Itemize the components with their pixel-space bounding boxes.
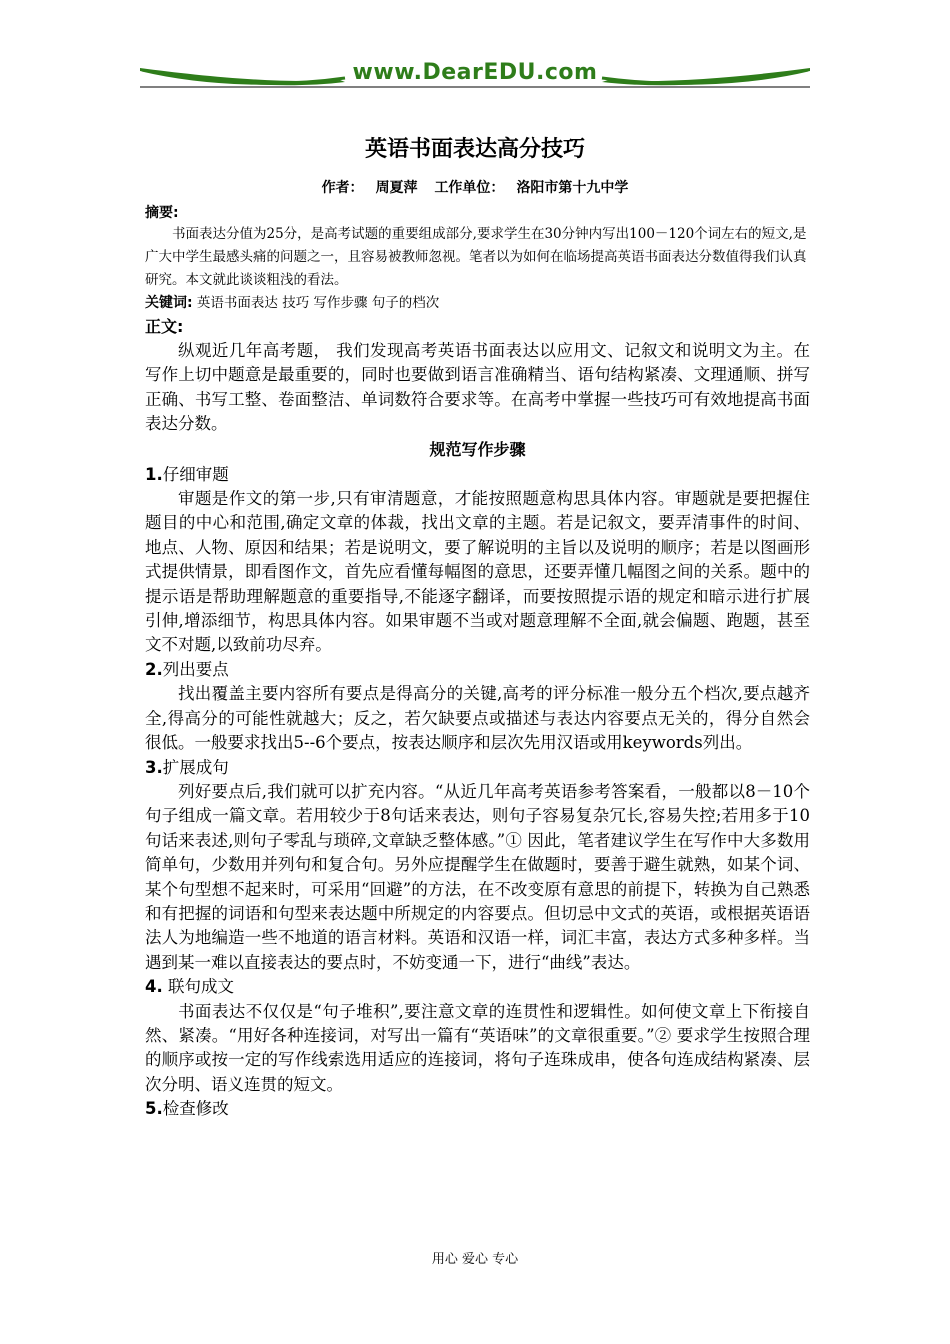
step-title: 联句成文 [162,977,234,997]
section-title: 规范写作步骤 [429,439,526,459]
step-heading [145,756,810,780]
step-title: 仔细审题 [162,464,229,484]
body-label: 正文: [145,317,184,336]
step-number: 2. [145,659,163,679]
keywords-text: 英语书面表达 技巧 写作步骤 句子的档次 [196,295,440,311]
step-title: 检查修改 [162,1099,229,1119]
site-url: www.DearEDU.com [352,60,598,85]
step-heading [145,975,810,999]
step-paragraph: 找出覆盖主要内容所有要点是得高分的关键,高考的评分标准一般分五个档次,要点越齐全,得高分的可能性就越大；反之，若欠缺要点或描述与表达内容要点无关的，得分自然会很低。一般要求找出5--6个要点，按表达顺序和层次先用汉语或用keywords列出。 [145,684,810,753]
step-heading [145,1097,810,1121]
intro-paragraph: 纵观近几年高考题， 我们发现高考英语书面表达以应用文、记叙文和说明文为主。在写作上切中题意是最重要的，同时也要做到语言准确精当、语句结构紧凑、文理通顺、拼写正确、书写工整、卷面整洁、单词数符合要求等。在高考中掌握一些技巧可有效地提高书面表达分数。 [145,341,810,434]
author-line [0,177,950,197]
site-header [140,56,810,96]
step-number: 3. [145,757,163,777]
step-number: 5. [145,1099,163,1119]
page-footer: 用心 爱心 专心 [431,1252,519,1267]
unit-label: 工作单位： [434,180,505,196]
keywords [145,292,810,315]
unit-name: 洛阳市第十九中学 [516,180,629,196]
step-title: 扩展成句 [162,757,229,777]
abstract-label: 摘要: [145,205,179,221]
author-name: 周夏萍 [375,180,418,196]
abstract-text: 书面表达分值为25分，是高考试题的重要组成部分,要求学生在30分钟内写出100－120个词左右的短文,是广大中学生最感头痛的问题之一，且容易被教师忽视。笔者以为如何在临场提高英语书面表达分数值得我们认真研究。本文就此谈谈粗浅的看法。 [145,226,807,288]
author-label: 作者： [321,180,364,196]
step-paragraph: 审题是作文的第一步,只有审清题意，才能按照题意构思具体内容。审题就是要把握住题目的中心和范围,确定文章的体裁，找出文章的主题。若是记叙文，要弄清事件的时间、地点、人物、原因和结果；若是说明文，要了解说明的主旨以及说明的顺序；若是以图画形式提供情景，即看图作文，首先应看懂每幅图的意思，还要弄懂几幅图之间的关系。题中的提示语是帮助理解题意的重要指导,不能逐字翻译，而要按照提示语的规定和暗示进行扩展引伸,增添细节，构思具体内容。如果审题不当或对题意理解不全面,就会偏题、跑题，甚至文不对题,以致前功尽弃。 [145,489,810,655]
step-number: 4. [145,977,163,997]
step-paragraph: 列好要点后,我们就可以扩充内容。“从近几年高考英语参考答案看，一般都以8－10个句子组成一篇文章。若用较少于8句话来表达，则句子容易复杂冗长,容易失控;若用多于10句话来表述,则句子零乱与琐碎,文章缺乏整体感。”① 因此，笔者建议学生在写作中大多数用简单句，少数用并列句和复合句。另外应提醒学生在做题时，要善于避生就熟，如某个词、某个句型想不起来时，可采用“回避”的方法，在不改变原有意思的前提下，转换为自己熟悉和有把握的词语和句型来表达题中所规定的内容要点。但切忌中文式的英语，或根据英语语法人为地编造一些不地道的语言材料。英语和汉语一样，词汇丰富，表达方式多种多样。当遇到某一难以直接表达的要点时，不妨变通一下，进行“曲线”表达。 [145,781,810,972]
article-body [145,203,810,1122]
step-paragraph: 书面表达不仅仅是“句子堆积”,要注意文章的连贯性和逻辑性。如何使文章上下衔接自然、紧凑。“用好各种连接词，对写出一篇有“英语味”的文章很重要。”② 要求学生按照合理的顺序或按一定的写作线索选用适应的连接词，将句子连珠成串，使各句连成结构紧凑、层次分明、语义连贯的短文。 [145,1001,810,1094]
keywords-label: 关键词: [145,295,193,311]
step-number: 1. [145,464,163,484]
article-title: 英语书面表达高分技巧 [364,137,585,162]
step-title: 列出要点 [162,659,229,679]
step-heading [145,463,810,487]
step-heading [145,658,810,682]
